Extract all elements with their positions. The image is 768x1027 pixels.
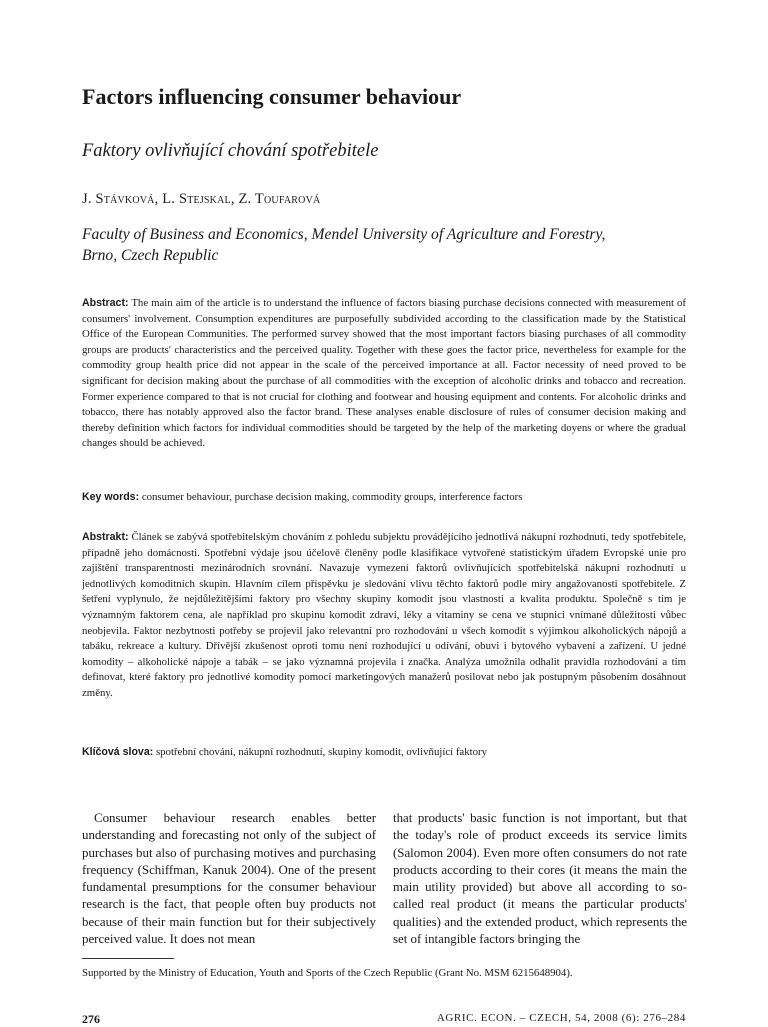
journal-citation: AGRIC. ECON. – CZECH, 54, 2008 (6): 276–284	[436, 1012, 686, 1024]
author-list: J. Stávková, L. Stejskal, Z. Toufarová	[82, 191, 321, 207]
abstract-english	[82, 296, 686, 452]
footnote-rule	[82, 958, 174, 959]
abstrakt-label: Abstrakt:	[82, 531, 129, 543]
abstract-czech	[82, 530, 686, 702]
keywords-czech	[82, 745, 686, 761]
abstract-text: The main aim of the article is to understand the influence of factors biasing purchase decisions connected with measurement of consumers' involvement. Consumption expenditures are purposefully subdivided according to the classification made by the Statistical Office of the European Communities. The performed survey showed that the most important factors biasing purchases of all commodity groups are products' characteristics and the perceived quality. Together with these goes the factor price, nevertheless for example for the commodity group health price did not appear in the scale of the perceived importance at all. Factor necessity of need proved to be significant for decision making about the purchase of all commodities with the exception of alcoholic drinks and tobacco and recreation. Former experience compared to that is not crucial for clothing and footwear and housing equipment and contents. For alcoholic drinks and tobacco, there has notably approved also the factor brand. These analyses enable disclosure of rules of consumer decision making and thereby definition which factors for individual commodities should be targeted by the help of the marketing doyens or where the gradual changes should be achieved.	[82, 297, 686, 450]
klicova-slova-label: Klíčová slova:	[82, 746, 154, 758]
abstrakt-text: Článek se zabývá spotřebitelským chováním z pohledu subjektu provádějícího jednotlivá nákupní rozhodnutí, tedy spotřebitele, případně jeho domácnosti. Spotřební výdaje jsou účelově členěny podle klasifikace vytvořené statistickým úřadem Evropské unie pro zajištění transparentnosti mezinárodních srovnání. Navazuje vymezení faktorů ovlivňujících spotřebitelská nákupní rozhodnutí u jednotlivých komoditních skupin. Hlavním cílem příspěvku je sledování vlivu těchto faktorů podle míry angažovanosti spotřebitele. Z šetření vyplynulo, že nejdůležitějšími faktory pro všechny skupiny komodit jsou vlastnosti a kvalita produktu. Společně s tím je významným faktorem cena, ale například pro skupinu komodit zdraví, léky a vitaminy se cena ve stupnici vnímané důležitosti vůbec neobjevila. Faktor nezbytnosti potřeby se projevil jako relevantní pro rozhodování u všech komodit s výjimkou alkoholických nápojů a tabáku, rekreace a kultury. Dřívější zkušenost oproti tomu není rozhodující u odívání, obuvi i bytového vybavení a zařízení. U jedné komodity – alkoholické nápoje a tabák – se jako významná projevila i značka. Analýza umožnila odhalit pravidla rozhodování a tím definovat, které faktory pro jednotlivé komodity pomocí marketingových manažerů posilovat nebo jak postupným působením dosáhnout změny.	[82, 531, 687, 699]
page-number: 276	[82, 1012, 100, 1026]
keywords-label: Key words:	[82, 491, 140, 503]
body-paragraph: Consumer behaviour research enables better understanding and forecasting not only of the subject of purchases but also of purchasing motives and purchasing frequency (Schiffman, Kanuk 2004). One of the present fundamental presumptions for the consumer behaviour research is the fact, that people often buy products not because of their main function but for their subjectively perceived value. It does not mean	[82, 811, 376, 947]
body-column-left	[82, 810, 376, 948]
keywords-text: consumer behaviour, purchase decision making, commodity groups, interference factors	[141, 491, 523, 503]
article-subtitle: Faktory ovlivňující chování spotřebitele	[82, 141, 379, 161]
abstract-label: Abstract:	[82, 297, 129, 309]
body-column-right	[393, 810, 687, 948]
body-paragraph: that products' basic function is not important, but that the today's role of product exceeds its service limits (Salomon 2004). Even more often consumers do not rate products according to their cores (it means the main the main utility provided) but above all according to so-called real product (it means the particular products' qualities) and the extended product, which represents the set of intangible factors bringing the	[393, 811, 687, 947]
article-title: Factors influencing consumer behaviour	[82, 84, 462, 109]
keywords-english	[82, 490, 686, 506]
affiliation: Faculty of Business and Economics, Mendel University of Agriculture and Forestry, Brno, Czech Republic	[82, 226, 606, 264]
klicova-slova-text: spotřební chování, nákupní rozhodnutí, skupiny komodit, ovlivňující faktory	[155, 746, 488, 758]
footnote: Supported by the Ministry of Education, Youth and Sports of the Czech Republic (Grant No. MSM 6215648904).	[82, 967, 573, 979]
